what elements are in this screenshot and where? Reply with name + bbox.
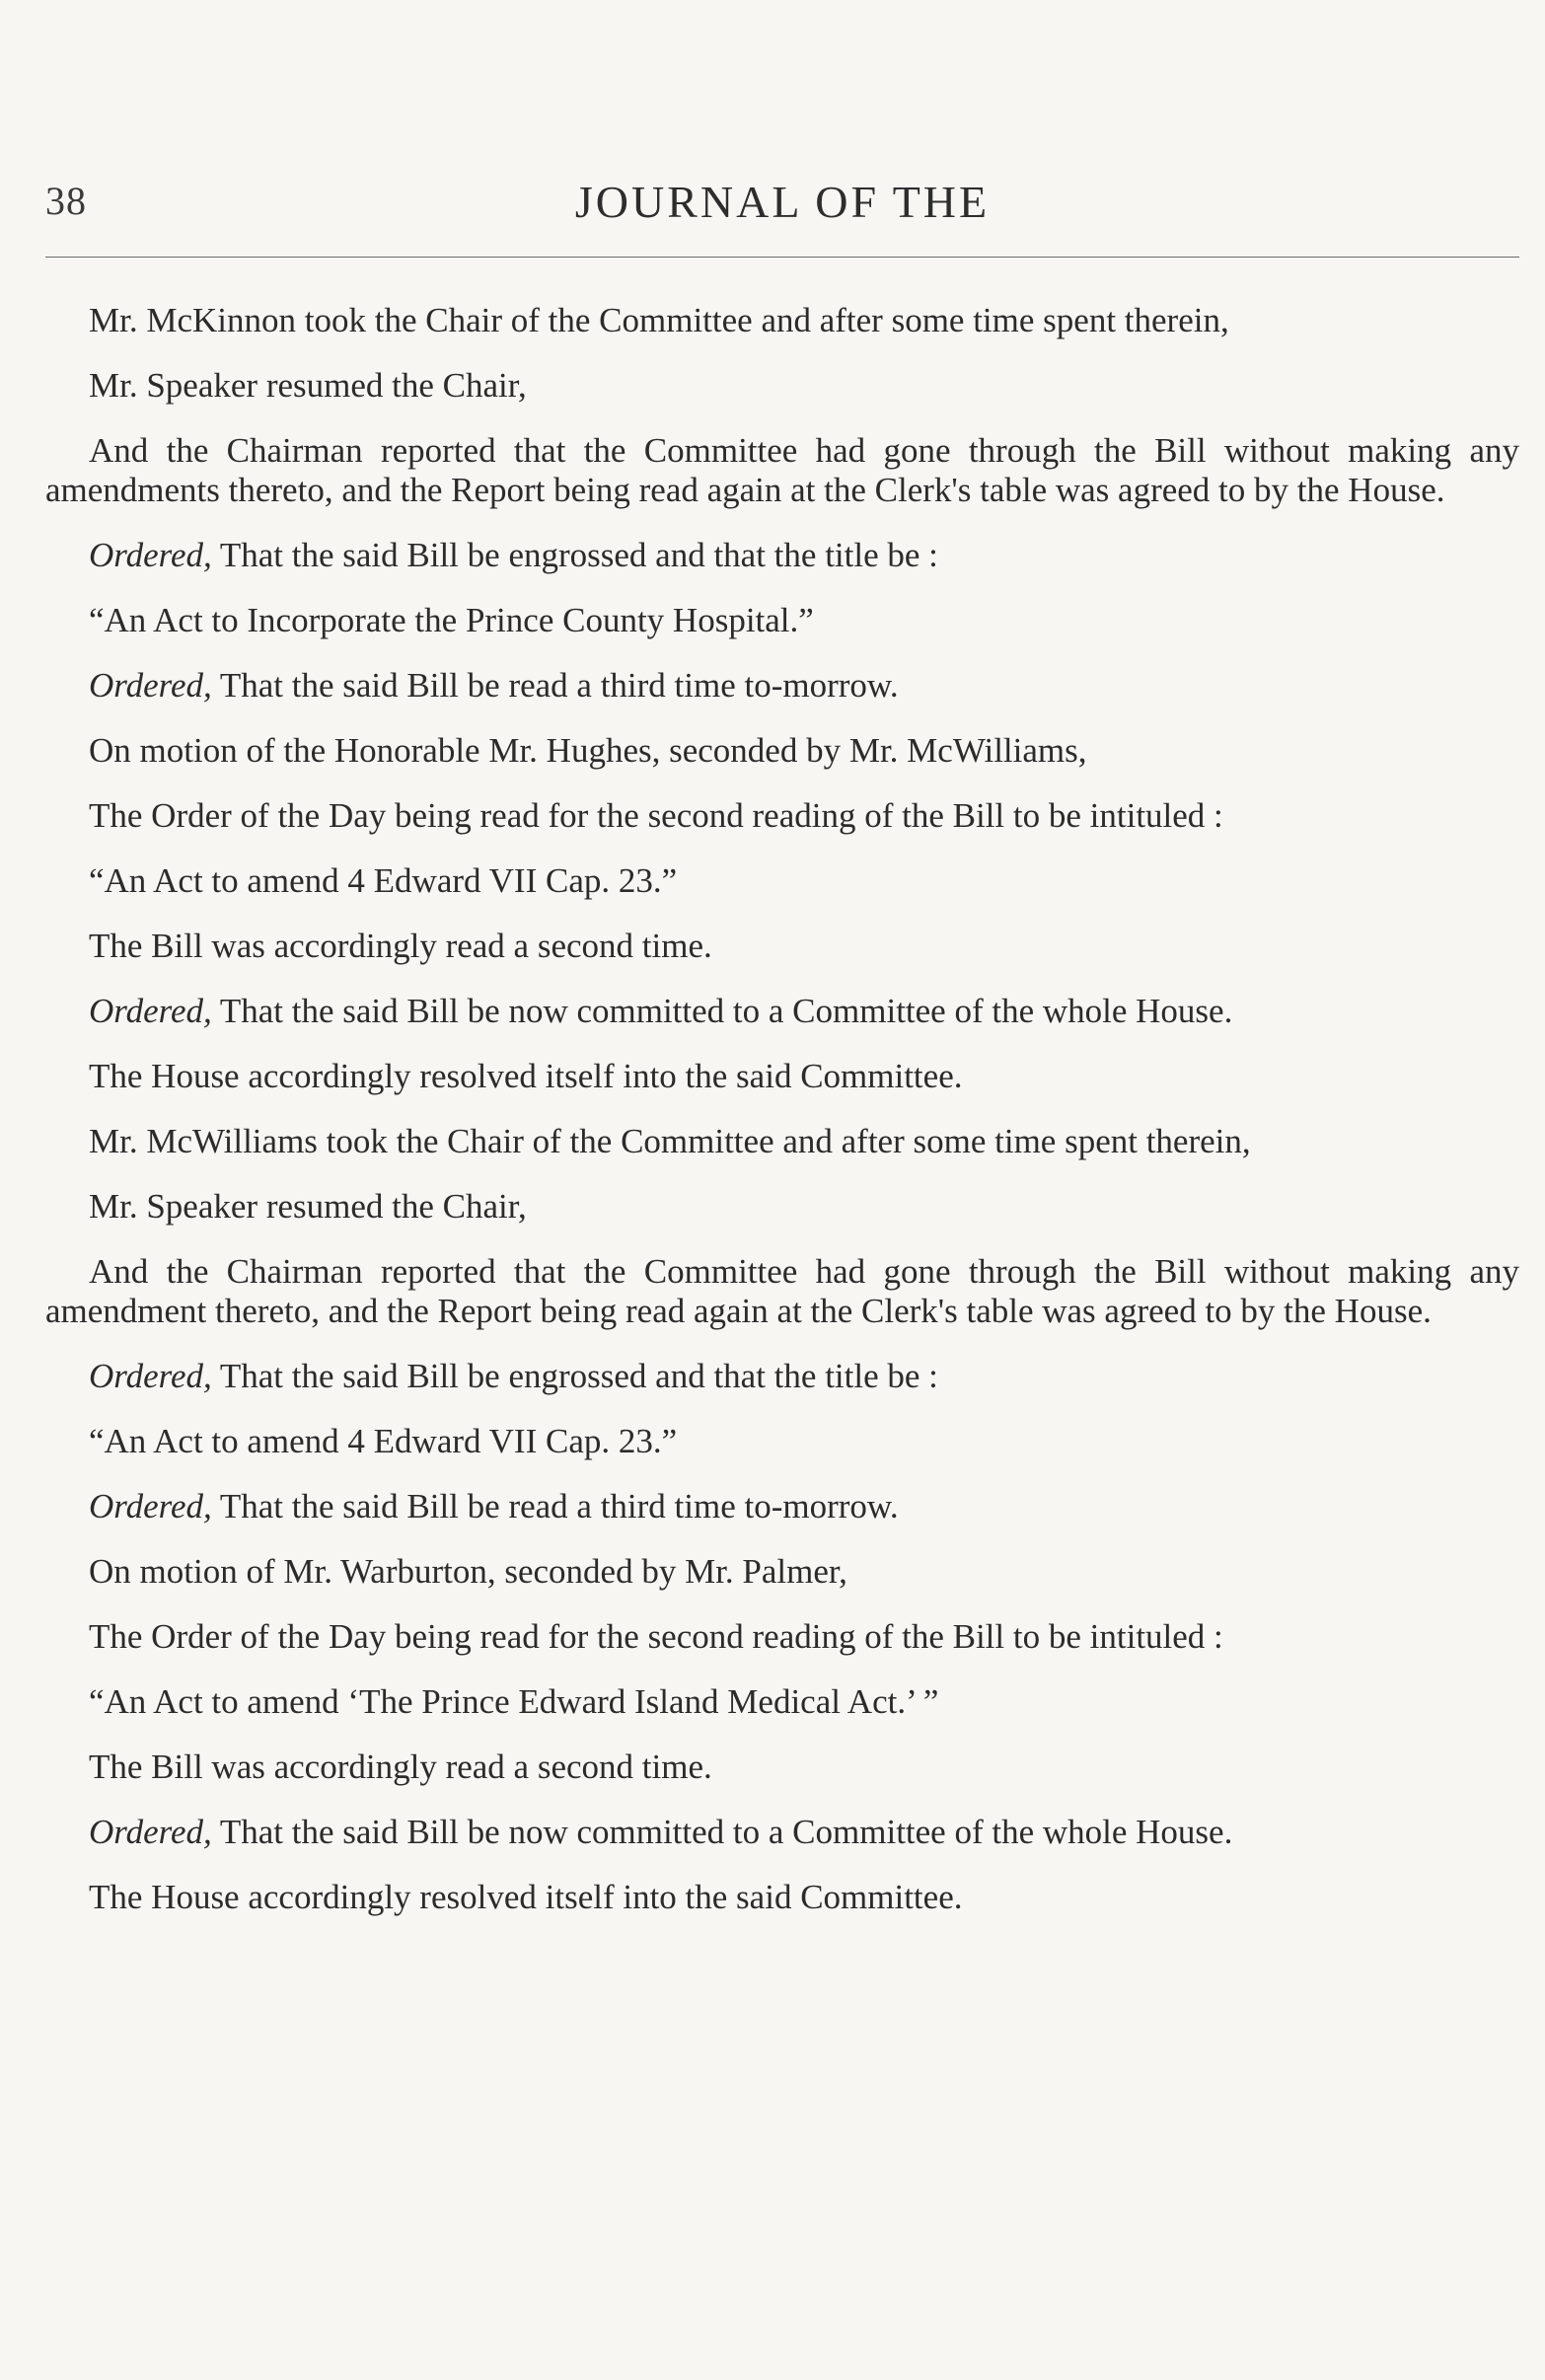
- ordered-text: That the said Bill be now committed to a Committee of the whole House.: [211, 992, 1233, 1030]
- running-head-title: JOURNAL OF THE: [574, 177, 991, 227]
- bill-title-quote: “An Act to Incorporate the Prince County Hospital.”: [89, 601, 814, 639]
- ordered-label: Ordered,: [89, 1357, 212, 1395]
- journal-paragraph: The Bill was accordingly read a second time.: [89, 927, 712, 965]
- ordered-text: That the said Bill be engrossed and that the title be :: [211, 536, 938, 574]
- ordered-text: That the said Bill be engrossed and that the title be :: [211, 1357, 938, 1395]
- ordered-label: Ordered,: [89, 1487, 212, 1525]
- ordered-text: That the said Bill be now committed to a Committee of the whole House.: [211, 1813, 1233, 1851]
- ordered-label: Ordered,: [89, 536, 212, 574]
- ordered-paragraph: [45, 1813, 1519, 1852]
- ordered-label: Ordered,: [89, 666, 212, 705]
- journal-paragraph: And the Chairman reported that the Committee had gone through the Bill without making any amendment thereto, and the Report being read again at the Clerk's table was agreed to by the House.: [45, 1252, 1519, 1330]
- ordered-paragraph: [45, 1357, 1519, 1396]
- ordered-label: Ordered,: [89, 1813, 212, 1851]
- journal-paragraph: Mr. Speaker resumed the Chair,: [89, 366, 527, 405]
- ordered-text: That the said Bill be read a third time to-morrow.: [211, 666, 899, 705]
- journal-paragraph: The House accordingly resolved itself into the said Committee.: [89, 1878, 963, 1916]
- ordered-paragraph: [45, 536, 1519, 575]
- journal-paragraph: On motion of the Honorable Mr. Hughes, seconded by Mr. McWilliams,: [89, 731, 1087, 770]
- ordered-label: Ordered,: [89, 992, 212, 1030]
- journal-paragraph: The Order of the Day being read for the second reading of the Bill to be intituled :: [89, 796, 1223, 835]
- page-number: 38: [45, 179, 87, 223]
- journal-body: [45, 301, 1519, 1943]
- bill-title-quote: “An Act to amend ‘The Prince Edward Island Medical Act.’ ”: [89, 1682, 939, 1721]
- bill-title-quote: “An Act to amend 4 Edward VII Cap. 23.”: [89, 861, 678, 900]
- journal-paragraph: The Bill was accordingly read a second time.: [89, 1748, 712, 1786]
- journal-paragraph: The Order of the Day being read for the second reading of the Bill to be intituled :: [89, 1617, 1223, 1656]
- ordered-paragraph: [45, 1487, 1519, 1526]
- ordered-paragraph: [45, 992, 1519, 1031]
- ordered-paragraph: [45, 666, 1519, 706]
- journal-paragraph: Mr. Speaker resumed the Chair,: [89, 1187, 527, 1226]
- bill-title-quote: “An Act to amend 4 Edward VII Cap. 23.”: [89, 1422, 678, 1460]
- ordered-text: That the said Bill be read a third time to-morrow.: [211, 1487, 899, 1525]
- journal-paragraph: The House accordingly resolved itself into the said Committee.: [89, 1057, 963, 1095]
- page-header: [45, 170, 1519, 239]
- journal-paragraph: And the Chairman reported that the Committee had gone through the Bill without making any amendments thereto, and the Report being read again at the Clerk's table was agreed to by the House.: [45, 431, 1519, 509]
- header-rule: [45, 257, 1519, 258]
- journal-paragraph: Mr. McKinnon took the Chair of the Committee and after some time spent therein,: [89, 301, 1229, 339]
- journal-paragraph: Mr. McWilliams took the Chair of the Committee and after some time spent therein,: [89, 1122, 1251, 1160]
- journal-paragraph: On motion of Mr. Warburton, seconded by Mr. Palmer,: [89, 1552, 847, 1591]
